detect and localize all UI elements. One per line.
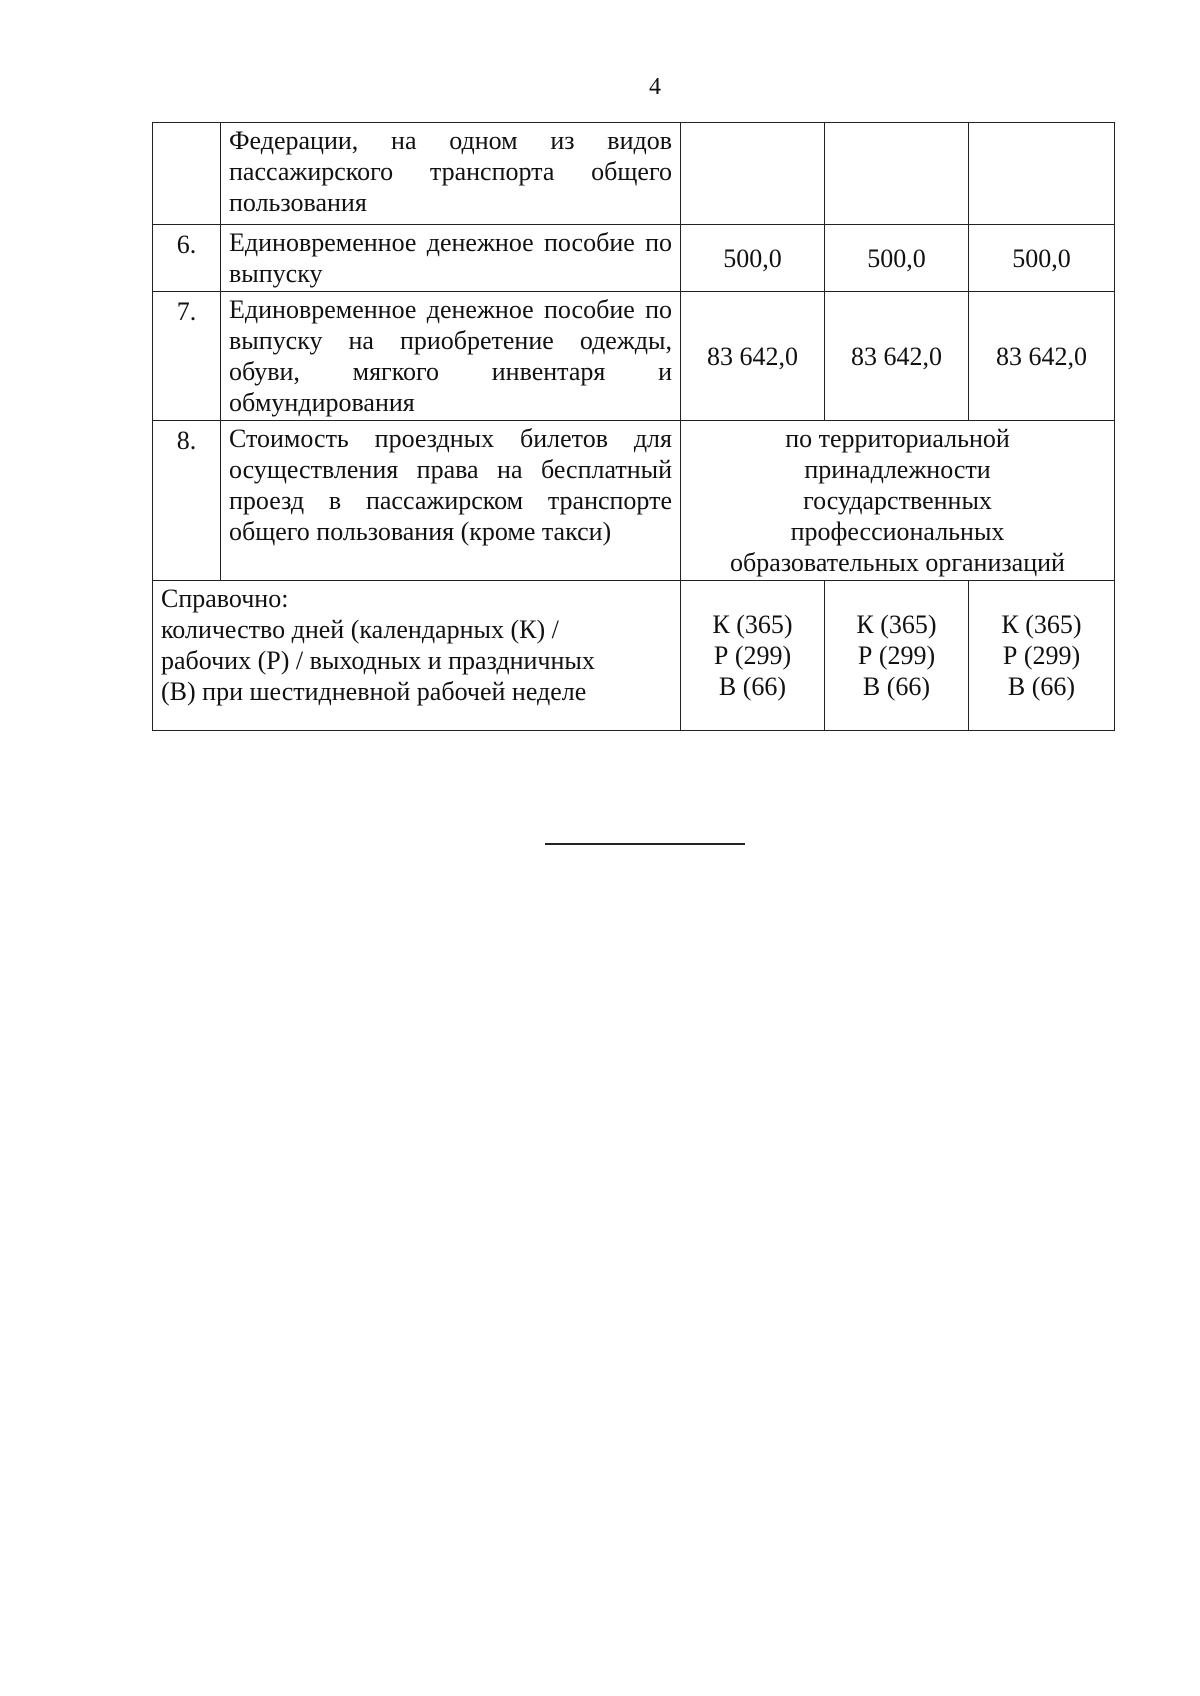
value-cell-empty bbox=[825, 123, 969, 225]
value-cell-empty bbox=[969, 123, 1115, 225]
merged-line: государственных bbox=[803, 486, 992, 515]
page-number: 4 bbox=[649, 74, 661, 100]
value-cell: 83 642,0 bbox=[969, 292, 1115, 421]
days-working: Р (299) bbox=[857, 641, 936, 670]
days-off: В (66) bbox=[1007, 672, 1076, 701]
reference-heading: Справочно: bbox=[161, 584, 289, 613]
table-row-7 bbox=[153, 292, 1115, 421]
days-cell bbox=[825, 581, 969, 731]
row-description: Федерации, на одном из видов пассажирского транспорта общего пользования bbox=[221, 123, 681, 225]
days-calendar: К (365) bbox=[1001, 610, 1082, 639]
row-number: 6. bbox=[153, 225, 221, 292]
table-row-continuation bbox=[153, 123, 1115, 225]
value-cell-empty bbox=[681, 123, 825, 225]
days-working: Р (299) bbox=[1002, 641, 1081, 670]
table-row-reference bbox=[153, 581, 1115, 731]
merged-line: по территориальной bbox=[785, 424, 1010, 453]
value-cell: 83 642,0 bbox=[825, 292, 969, 421]
value-cell: 500,0 bbox=[681, 225, 825, 292]
days-calendar: К (365) bbox=[712, 610, 793, 639]
merged-line: профессиональных bbox=[790, 517, 1005, 546]
row-number: 7. bbox=[153, 292, 221, 421]
row-description: Единовременное денежное пособие по выпуску на приобретение одежды, обуви, мягкого инвентаря и обмундирования bbox=[221, 292, 681, 421]
days-cell bbox=[969, 581, 1115, 731]
days-calendar: К (365) bbox=[856, 610, 937, 639]
reference-line: (В) при шестидневной рабочей неделе bbox=[161, 677, 587, 706]
days-working: Р (299) bbox=[713, 641, 792, 670]
merged-line: образовательных организаций bbox=[730, 548, 1065, 577]
end-rule bbox=[545, 843, 745, 845]
reference-line: количество дней (календарных (К) / bbox=[161, 615, 559, 644]
row-description: Единовременное денежное пособие по выпуску bbox=[221, 225, 681, 292]
table-row-6 bbox=[153, 225, 1115, 292]
table-row-8 bbox=[153, 421, 1115, 581]
merged-value-cell bbox=[681, 421, 1115, 581]
merged-line: принадлежности bbox=[804, 455, 991, 484]
budget-table bbox=[152, 122, 1115, 731]
days-off: В (66) bbox=[862, 672, 931, 701]
row-number: 8. bbox=[153, 421, 221, 581]
value-cell: 500,0 bbox=[969, 225, 1115, 292]
reference-line: рабочих (Р) / выходных и праздничных bbox=[161, 646, 595, 675]
row-number-empty bbox=[153, 123, 221, 225]
reference-label-cell bbox=[153, 581, 681, 731]
days-off: В (66) bbox=[718, 672, 787, 701]
value-cell: 500,0 bbox=[825, 225, 969, 292]
row-description: Стоимость проездных билетов для осуществления права на бесплатный проезд в пассажирском транспорте общего пользования (кроме такси) bbox=[221, 421, 681, 581]
value-cell: 83 642,0 bbox=[681, 292, 825, 421]
days-cell bbox=[681, 581, 825, 731]
